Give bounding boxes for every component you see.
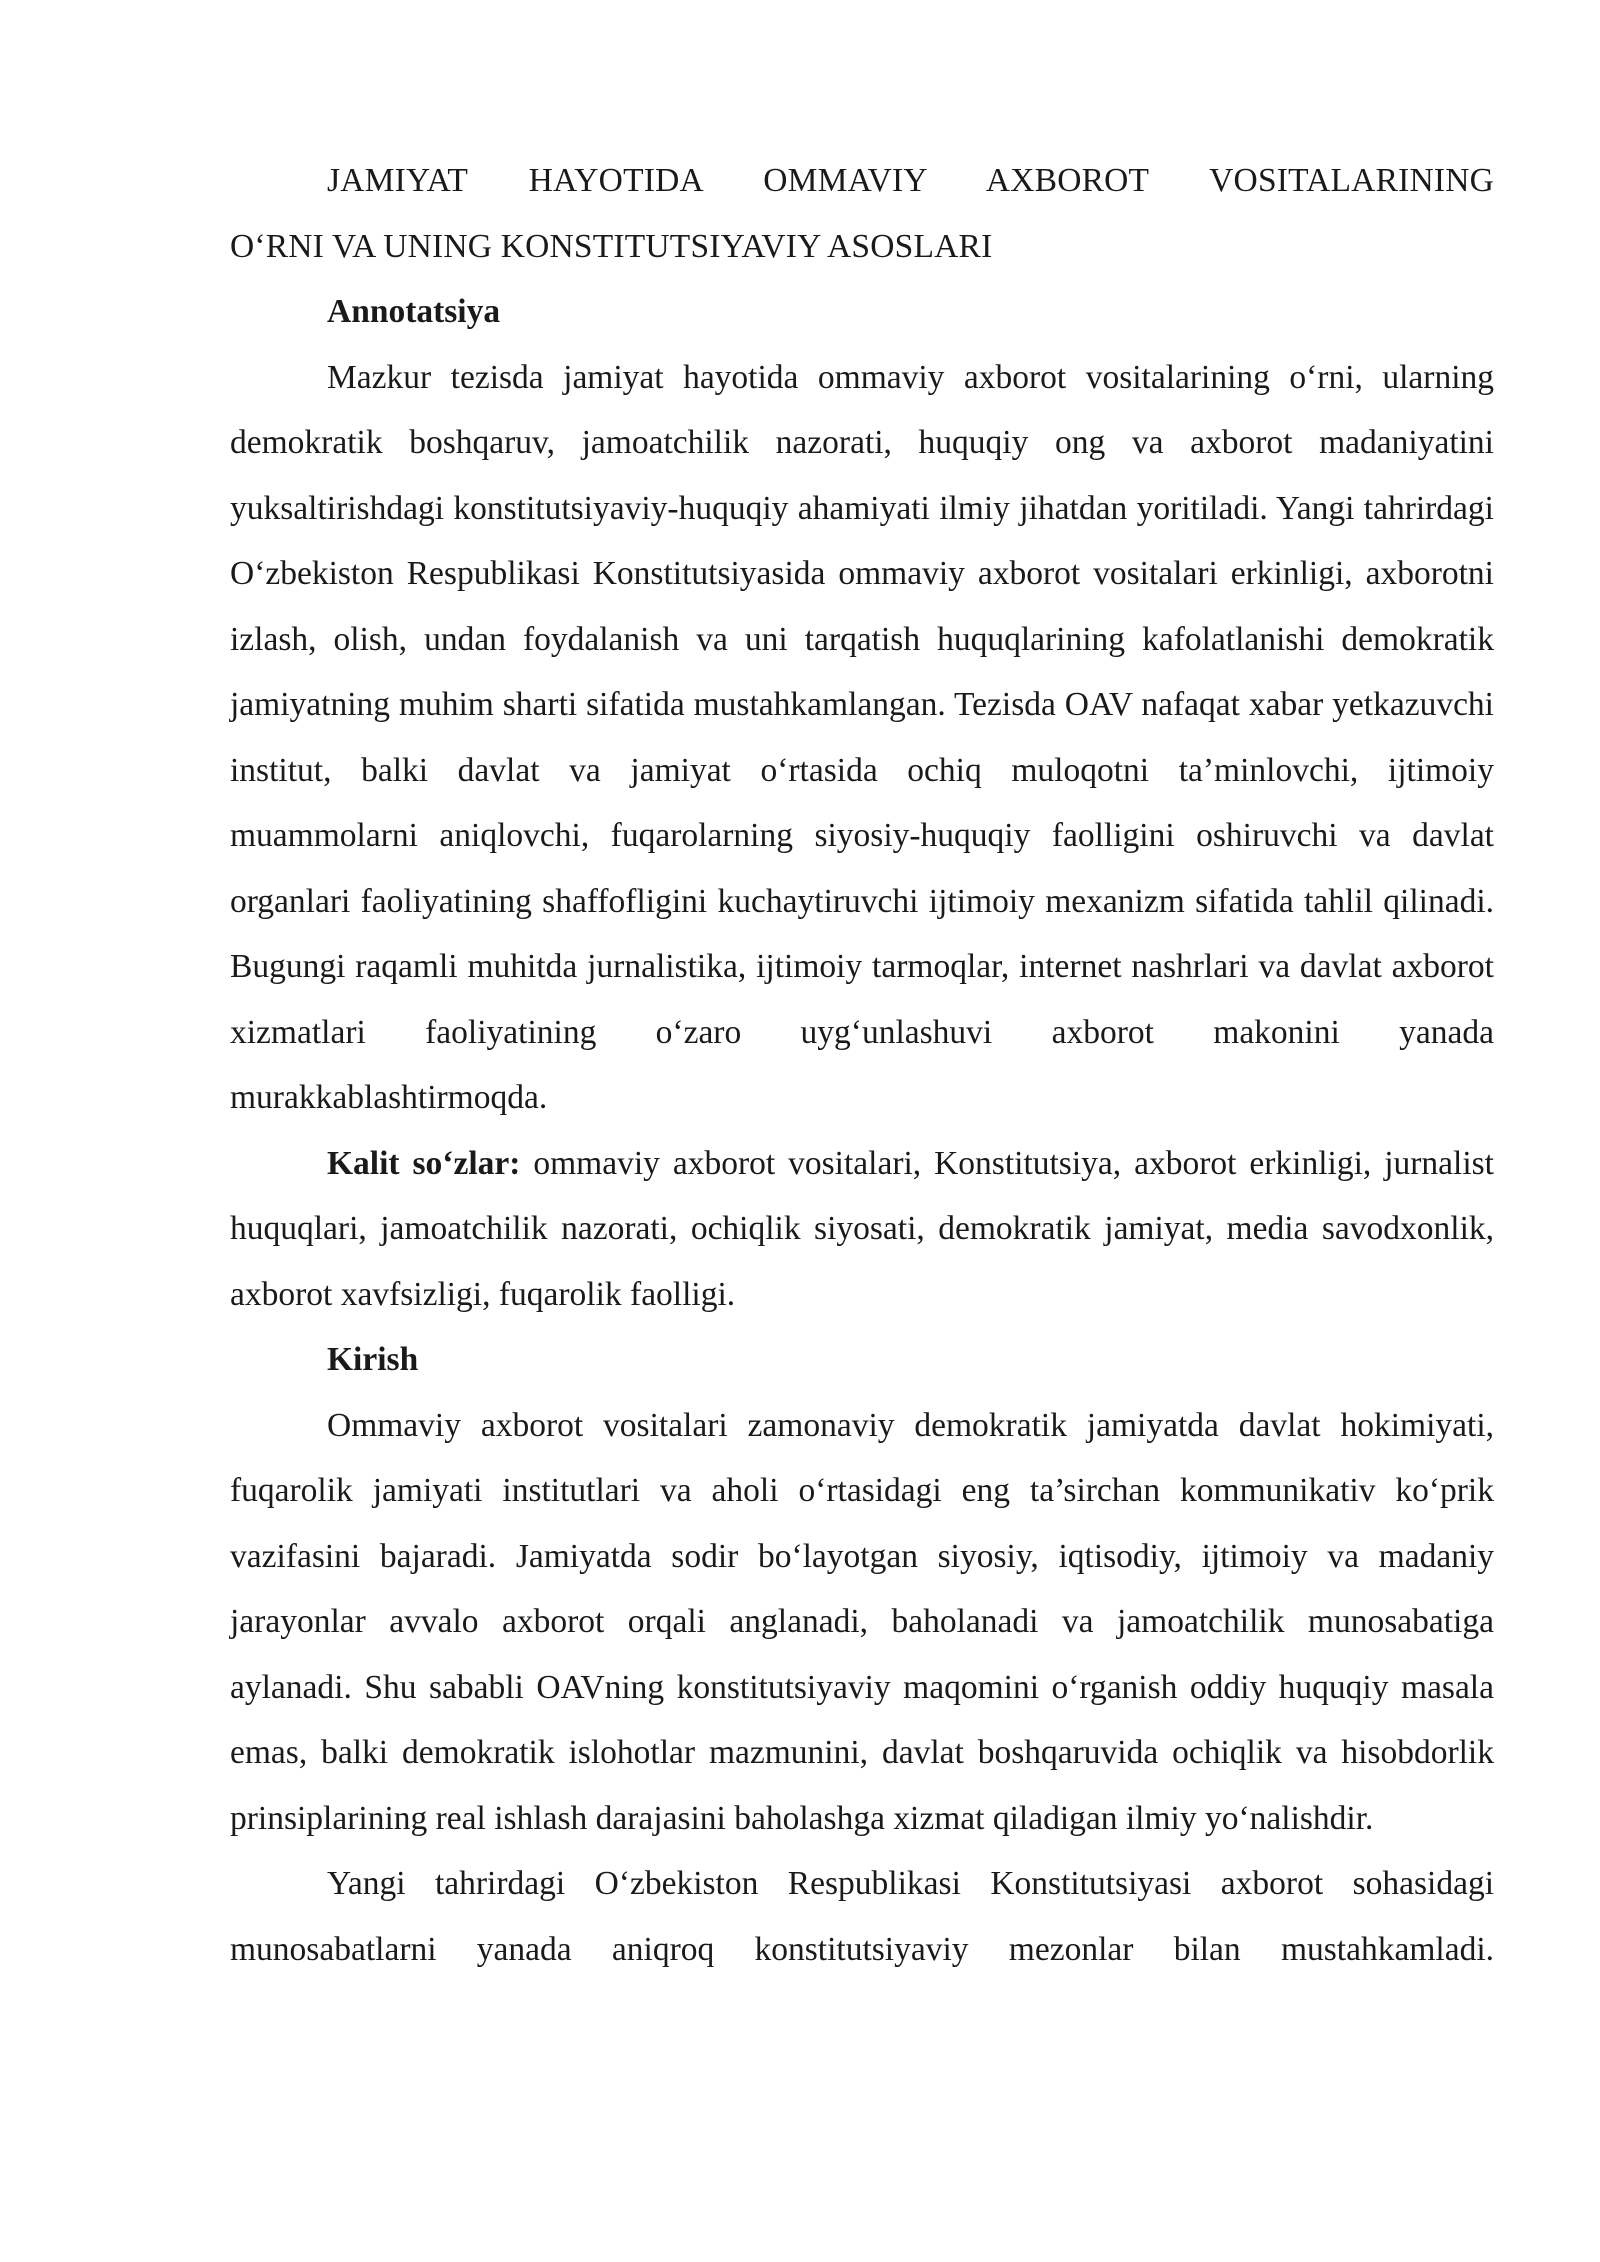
keywords-paragraph [230, 1131, 1494, 1328]
intro-heading: Kirish [327, 1341, 419, 1378]
title-line-1: JAMIYAT HAYOTIDA OMMAVIY AXBOROT VOSITALARINING [327, 162, 1494, 199]
title-line-2: O‘RNI VA UNING KONSTITUTSIYAVIY ASOSLARI [230, 227, 993, 265]
intro-paragraph-1: Ommaviy axborot vositalari zamonaviy demokratik jamiyatda davlat hokimiyati, fuqarolik jamiyati institutlari va aholi o‘rtasidagi eng ta’sirchan kommunikativ ko‘prik vazifasini bajaradi. Jamiyatda sodir bo‘layotgan siyosiy, iqtisodiy, ijtimoiy va madaniy jarayonlar avvalo axborot orqali anglanadi, baholanadi va jamoatchilik munosabatiga aylanadi. Shu sababli OAVning konstitutsiyaviy maqomini o‘rganish oddiy huquqiy masala emas, balki demokratik islohotlar mazmunini, davlat boshqaruvida ochiqlik va hisobdorlik prinsiplarining real ishlash darajasini baholashga xizmat qiladigan ilmiy yo‘nalishdir. [230, 1406, 1494, 1837]
annotation-heading: Annotatsiya [327, 293, 501, 330]
keywords-text: ommaviy axborot vositalari, Konstitutsiya, axborot erkinligi, jurnalist huquqlari, jamoatchilik nazorati, ochiqlik siyosati, demokratik jamiyat, media savodxonlik, axborot xavfsizligi, fuqarolik faolligi. [230, 1144, 1494, 1313]
annotation-paragraph: Mazkur tezisda jamiyat hayotida ommaviy axborot vositalarining o‘rni, ularning demokratik boshqaruv, jamoatchilik nazorati, huquqiy ong va axborot madaniyatini yuksaltirishdagi konstitutsiyaviy-huquqiy ahamiyati ilmiy jihatdan yoritiladi. Yangi tahrirdagi O‘zbekiston Respublikasi Konstitutsiyasida ommaviy axborot vositalari erkinligi, axborotni izlash, olish, undan foydalanish va uni tarqatish huquqlarining kafolatlanishi demokratik jamiyatning muhim sharti sifatida mustahkamlangan. Tezisda OAV nafaqat xabar yetkazuvchi institut, balki davlat va jamiyat o‘rtasida ochiq muloqotni ta’minlovchi, ijtimoiy muammolarni aniqlovchi, fuqarolarning siyosiy-huquqiy faolligini oshiruvchi va davlat organlari faoliyatining shaffofligini kuchaytiruvchi ijtimoiy mexanizm sifatida tahlil qilinadi. Bugungi raqamli muhitda jurnalistika, ijtimoiy tarmoqlar, internet nashrlari va davlat axborot xizmatlari faoliyatining o‘zaro uyg‘unlashuvi axborot makonini yanada murakkablashtirmoqda. [230, 358, 1494, 1116]
document-page [230, 148, 1494, 1982]
keywords-label: Kalit so‘zlar: [327, 1144, 521, 1182]
document-title [230, 148, 1494, 279]
intro-paragraph-2: Yangi tahrirdagi O‘zbekiston Respublikasi Konstitutsiyasi axborot sohasidagi munosabatlarni yanada aniqroq konstitutsiyaviy mezonlar bilan mustahkamladi. [230, 1865, 1494, 1968]
